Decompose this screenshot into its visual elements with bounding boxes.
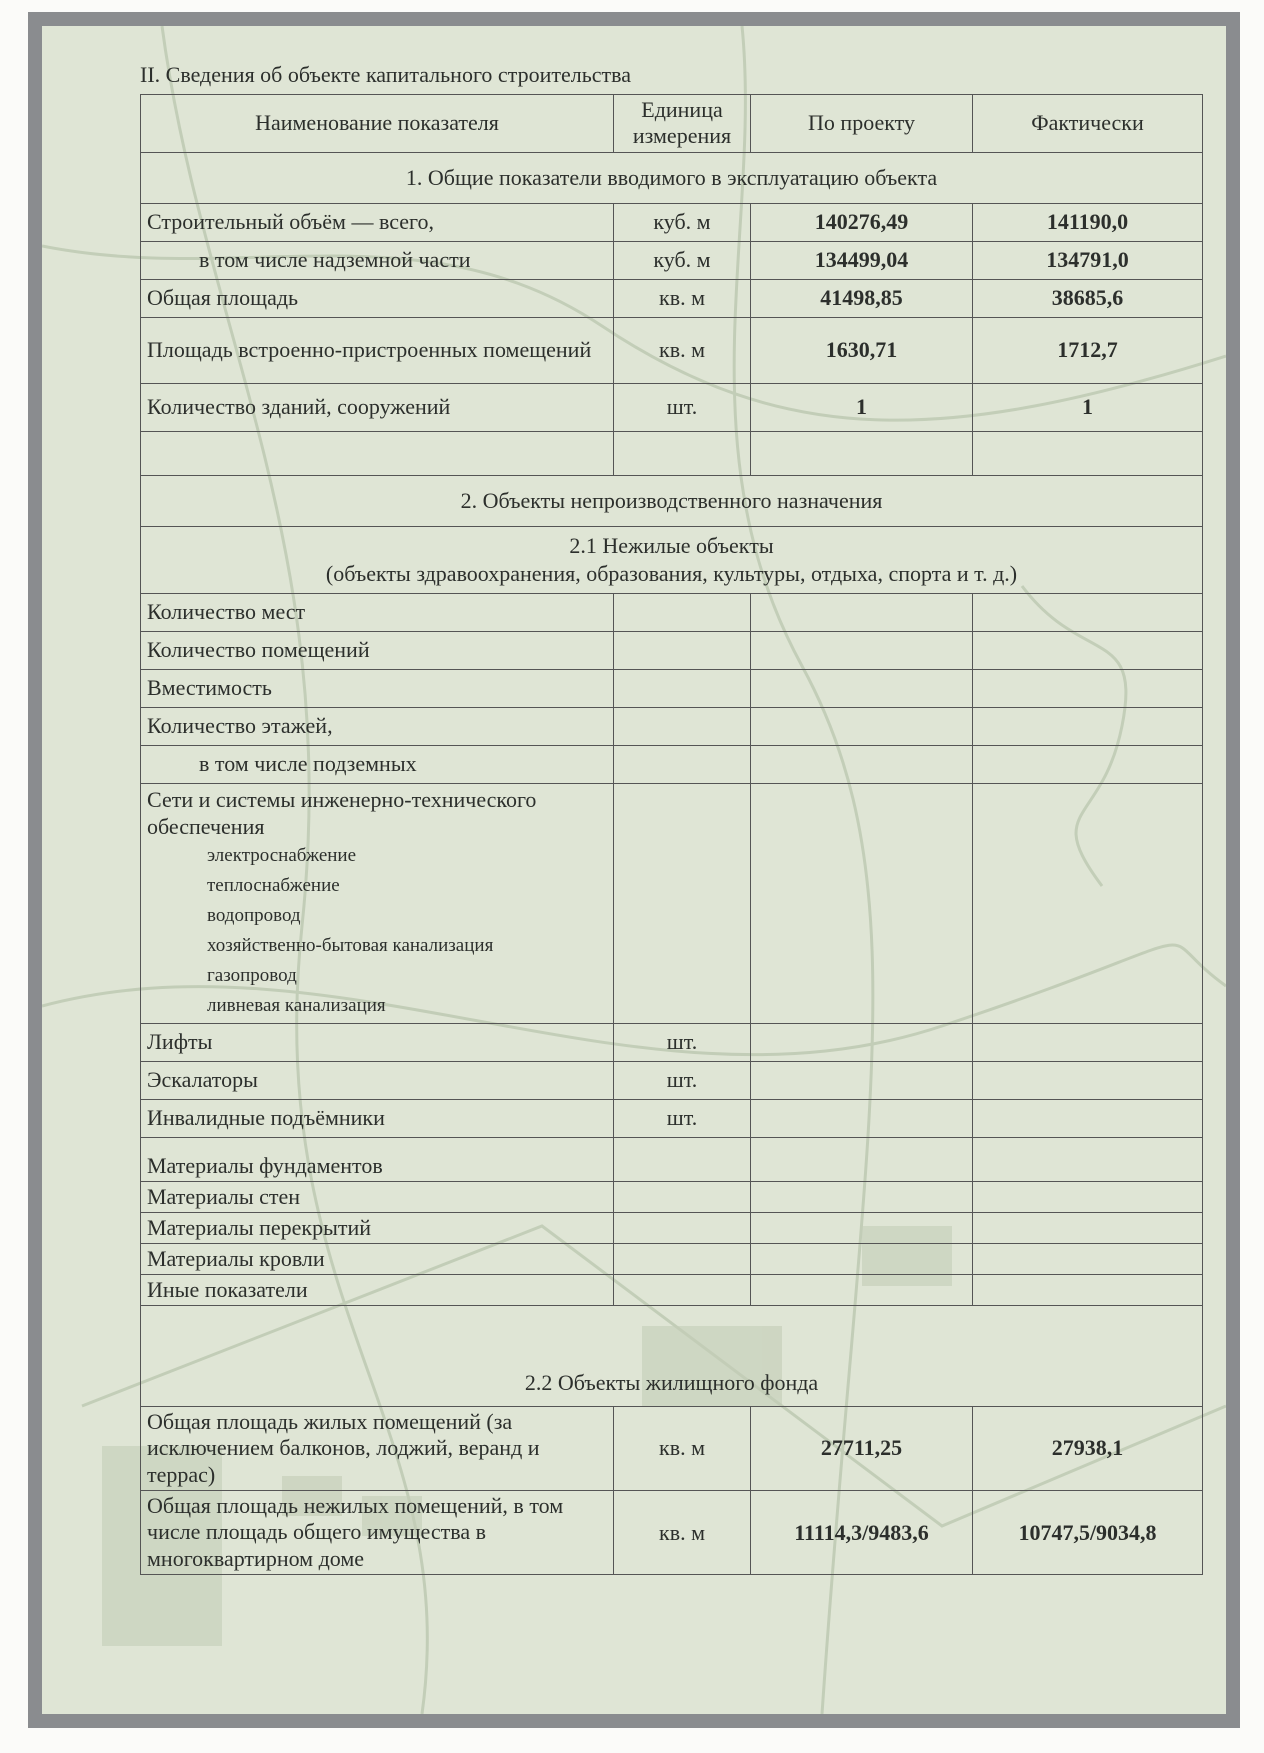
- row-project-value: 27711,25: [751, 1406, 973, 1490]
- section-row: [141, 152, 1203, 203]
- network-item: ливневая канализация: [207, 994, 386, 1016]
- row-project-value: 1: [751, 383, 973, 431]
- row-label: Материалы перекрытий: [141, 1212, 614, 1243]
- row-label: Иные показатели: [141, 1274, 614, 1305]
- row-unit: шт.: [614, 1061, 751, 1099]
- row-unit: кв. м: [614, 317, 751, 383]
- row-actual-value: 141190,0: [973, 203, 1203, 241]
- column-header-unit: Единица измерения: [614, 95, 751, 153]
- row-label: Площадь встроенно-пристроенных помещений: [141, 317, 614, 383]
- column-header-project: По проекту: [751, 95, 973, 153]
- row-unit: кв. м: [614, 1490, 751, 1574]
- table-row: [141, 631, 1203, 669]
- table-row: [141, 1212, 1203, 1243]
- table-row: [141, 707, 1203, 745]
- table-row-empty: [141, 431, 1203, 475]
- row-label: Количество зданий, сооружений: [141, 383, 614, 431]
- table-row: [141, 383, 1203, 431]
- row-label: Материалы фундаментов: [141, 1137, 614, 1181]
- network-item: электроснабжение: [207, 844, 357, 866]
- row-actual-value: 27938,1: [973, 1406, 1203, 1490]
- column-header-name: Наименование показателя: [141, 95, 614, 153]
- row-project-value: 140276,49: [751, 203, 973, 241]
- table-row: [141, 1274, 1203, 1305]
- row-label: Общая площадь нежилых помещений, в том числе площадь общего имущества в многоквартирном доме: [141, 1490, 614, 1574]
- row-label: Инвалидные подъёмники: [141, 1099, 614, 1137]
- row-label: Количество этажей,: [141, 707, 614, 745]
- row-label: Общая площадь: [141, 279, 614, 317]
- row-unit: куб. м: [614, 241, 751, 279]
- network-item: теплоснабжение: [207, 874, 340, 896]
- network-item: газопровод: [207, 964, 297, 986]
- table-row: [141, 745, 1203, 783]
- network-item: водопровод: [207, 904, 301, 926]
- column-header-actual: Фактически: [973, 95, 1203, 153]
- row-unit: шт.: [614, 1099, 751, 1137]
- table-header-row: [141, 95, 1203, 153]
- table-row: [141, 317, 1203, 383]
- row-label: в том числе надземной части: [141, 241, 614, 279]
- network-item: хозяйственно-бытовая канализация: [207, 934, 494, 956]
- row-actual-value: 10747,5/9034,8: [973, 1490, 1203, 1574]
- table-row: [141, 669, 1203, 707]
- row-label: Строительный объём — всего,: [141, 203, 614, 241]
- section2-title: 2. Объекты непроизводственного назначения: [141, 475, 1203, 526]
- table-row: [141, 1023, 1203, 1061]
- row-actual-value: 1712,7: [973, 317, 1203, 383]
- row-actual-value: 1: [973, 383, 1203, 431]
- row-label: в том числе подземных: [141, 745, 614, 783]
- document-frame: [28, 12, 1240, 1728]
- table-row: [141, 1061, 1203, 1099]
- table-row: [141, 1406, 1203, 1490]
- row-label: Материалы стен: [141, 1181, 614, 1212]
- indicators-table: [140, 94, 1203, 1575]
- row-label: Общая площадь жилых помещений (за исключением балконов, лоджий, веранд и террас): [141, 1406, 614, 1490]
- table-row: [141, 783, 1203, 1023]
- section1-title: 1. Общие показатели вводимого в эксплуатацию объекта: [141, 152, 1203, 203]
- row-label: Эскалаторы: [141, 1061, 614, 1099]
- row-unit: кв. м: [614, 1406, 751, 1490]
- table-row: [141, 241, 1203, 279]
- subsection-note: (объекты здравоохранения, образования, культуры, отдыха, спорта и т. д.): [325, 560, 1018, 586]
- table-row: [141, 1181, 1203, 1212]
- row-label: Количество помещений: [141, 631, 614, 669]
- row-actual-value: 38685,6: [973, 279, 1203, 317]
- table-row: [141, 1243, 1203, 1274]
- subsection-row: [141, 526, 1203, 593]
- subsection-title: 2.1 Нежилые объекты: [569, 533, 774, 559]
- table-row: [141, 1099, 1203, 1137]
- row-unit: куб. м: [614, 203, 751, 241]
- row-unit: кв. м: [614, 279, 751, 317]
- row-label: Лифты: [141, 1023, 614, 1061]
- table-row: [141, 1137, 1203, 1181]
- row-unit: шт.: [614, 383, 751, 431]
- row-project-value: 41498,85: [751, 279, 973, 317]
- table-row: [141, 593, 1203, 631]
- page-title: II. Сведения об объекте капитального строительства: [140, 62, 631, 87]
- row-label: Количество мест: [141, 593, 614, 631]
- table-row: [141, 1490, 1203, 1574]
- row-unit: шт.: [614, 1023, 751, 1061]
- table-row: [141, 203, 1203, 241]
- subsection-row: [141, 1305, 1203, 1406]
- subsection-title: 2.2 Объекты жилищного фонда: [141, 1305, 1203, 1406]
- row-actual-value: 134791,0: [973, 241, 1203, 279]
- row-label: Вместимость: [141, 669, 614, 707]
- section-row: [141, 475, 1203, 526]
- document-content: [126, 46, 1236, 1575]
- row-label: Сети и системы инженерно-технического обеспечения: [147, 786, 537, 840]
- row-project-value: 1630,71: [751, 317, 973, 383]
- row-project-value: 11114,3/9483,6: [751, 1490, 973, 1574]
- row-label: Материалы кровли: [141, 1243, 614, 1274]
- table-row: [141, 279, 1203, 317]
- row-project-value: 134499,04: [751, 241, 973, 279]
